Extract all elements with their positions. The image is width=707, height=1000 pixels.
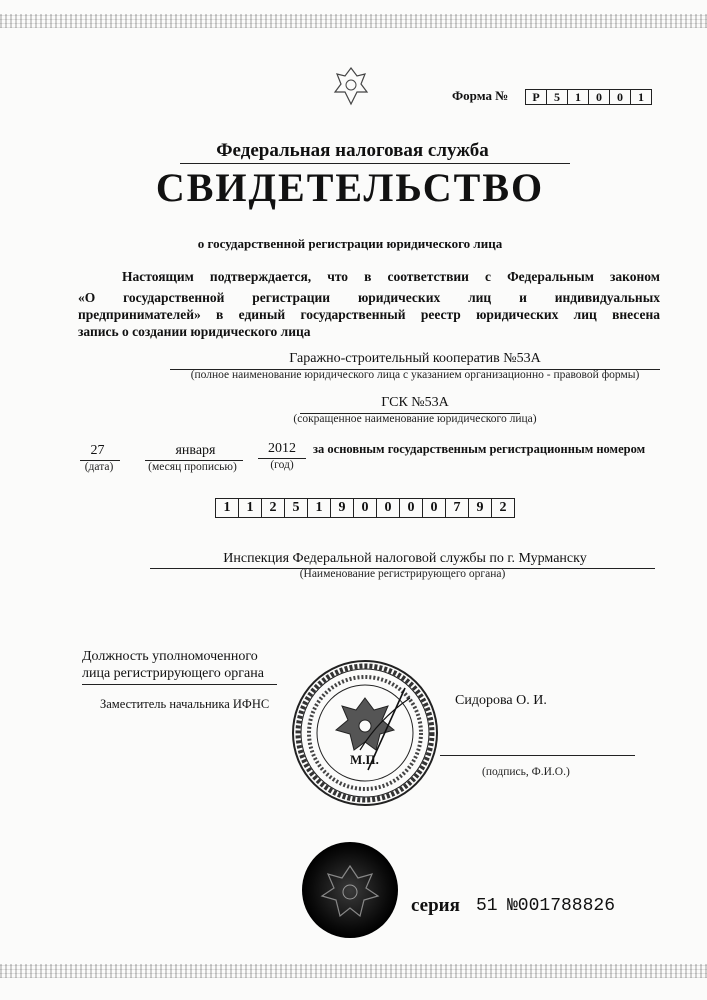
form-code-digit: 1: [630, 89, 652, 105]
form-code: [526, 89, 652, 105]
document-title: СВИДЕТЕЛЬСТВО: [155, 165, 545, 210]
form-code-digit: 1: [567, 89, 589, 105]
agency-name: Федеральная налоговая служба: [216, 140, 489, 161]
reg-year: 2012: [268, 441, 296, 456]
form-code-digit: 5: [546, 89, 568, 105]
reg-number-text: за основным государственным регистрационным номером: [313, 442, 646, 456]
reg-month-caption: (месяц прописью): [148, 461, 237, 473]
body-line-1: Настоящим подтверждается, что в соответствии с Федеральным законом: [122, 269, 660, 284]
signature-caption: (подпись, Ф.И.О.): [482, 766, 570, 778]
reg-year-caption: (год): [270, 459, 294, 471]
ogrn-number: [216, 498, 515, 518]
ogrn-digit: 0: [422, 498, 446, 518]
full-name-caption: (полное наименование юридического лица с указанием организационно - правовой формы): [190, 369, 640, 381]
position-label-line-2: лица регистрирующего органа: [82, 666, 264, 681]
signatory-position: Заместитель начальника ИФНС: [100, 697, 270, 711]
reg-day: 27: [90, 443, 105, 458]
form-code-digit: Р: [525, 89, 547, 105]
authority-name: Инспекция Федеральной налоговой службы по г. Мурманску: [223, 551, 587, 566]
ogrn-digit: 7: [445, 498, 469, 518]
ogrn-digit: 9: [468, 498, 492, 518]
entity-full-name: Гаражно-строительный кооператив №53А: [289, 351, 541, 366]
reg-month: января: [175, 443, 216, 458]
hologram-seal-icon: [300, 840, 400, 940]
series-label: серия: [411, 895, 460, 916]
reg-day-caption: (дата): [84, 461, 114, 473]
ogrn-digit: 0: [376, 498, 400, 518]
ogrn-digit: 2: [491, 498, 515, 518]
form-label: Форма №: [452, 88, 509, 103]
body-line-4: запись о создании юридического лица: [78, 324, 311, 339]
emblem-icon: [331, 64, 371, 108]
ogrn-digit: 5: [284, 498, 308, 518]
ogrn-digit: 0: [399, 498, 423, 518]
position-label-underline: [82, 684, 277, 685]
bottom-ornamental-border: [0, 964, 707, 978]
ogrn-digit: 9: [330, 498, 354, 518]
authority-caption: (Наименование регистрирующего органа): [299, 568, 506, 580]
stamp-place-label: М.П.: [350, 752, 379, 767]
entity-short-name: ГСК №53А: [381, 395, 449, 410]
ogrn-digit: 0: [353, 498, 377, 518]
top-ornamental-border: [0, 14, 707, 28]
ogrn-digit: 2: [261, 498, 285, 518]
series-number: 51: [476, 896, 498, 916]
ogrn-digit: 1: [215, 498, 239, 518]
signature-underline: [440, 755, 635, 756]
short-name-caption: (сокращенное наименование юридического лица): [293, 413, 537, 425]
document-subtitle: о государственной регистрации юридического лица: [197, 236, 503, 251]
signatory-name: Сидорова О. И.: [455, 693, 547, 708]
body-line-2: «О государственной регистрации юридических лиц и индивидуальных: [78, 290, 660, 305]
form-code-digit: 0: [609, 89, 631, 105]
ogrn-digit: 1: [238, 498, 262, 518]
position-label-line-1: Должность уполномоченного: [82, 649, 258, 664]
official-stamp-icon: [290, 658, 440, 808]
ogrn-digit: 1: [307, 498, 331, 518]
body-line-3: предпринимателей» в единый государственный реестр юридических лиц внесена: [78, 307, 660, 322]
certificate-number: №001788826: [507, 896, 616, 916]
form-code-digit: 0: [588, 89, 610, 105]
